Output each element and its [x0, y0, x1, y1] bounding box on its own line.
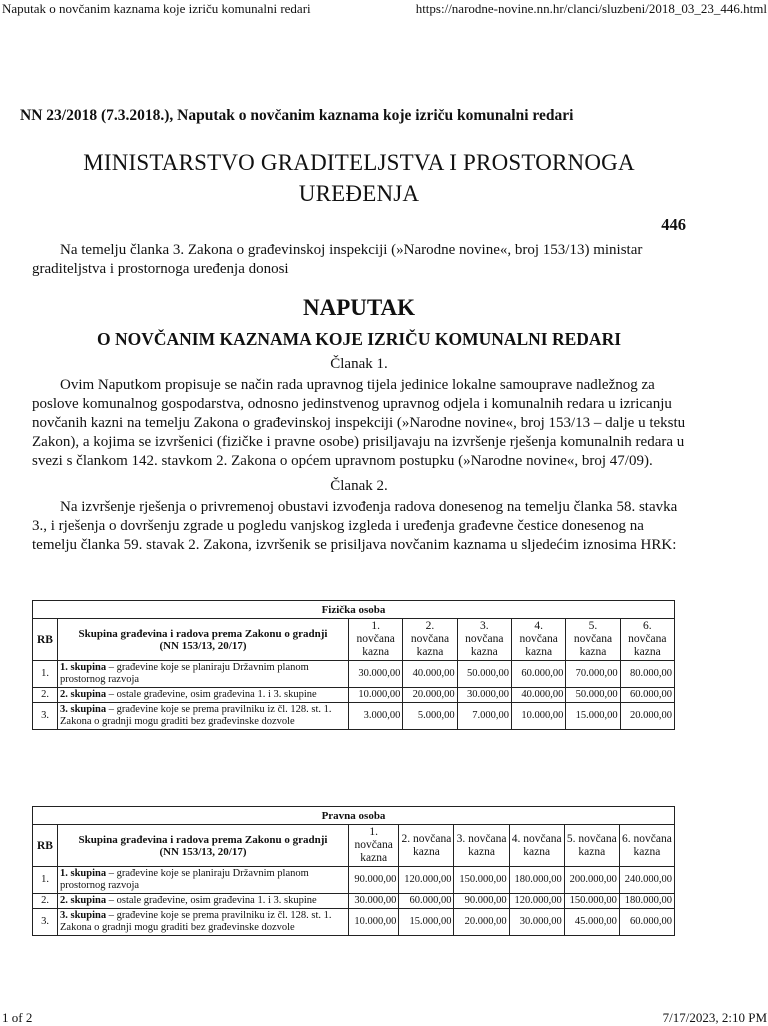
fine-amount: 120.000,00 [509, 894, 564, 909]
fine-amount: 60.000,00 [620, 688, 674, 703]
fine-amount: 30.000,00 [509, 909, 564, 936]
fine-amount: 80.000,00 [620, 661, 674, 688]
row-number: 2. [33, 688, 58, 703]
group-header-line2: (NN 153/13, 20/17) [159, 639, 247, 652]
fine-amount: 15.000,00 [399, 909, 454, 936]
group-header-line1: Skupina građevina i radova prema Zakonu o gradnji [78, 627, 328, 640]
fine-amount: 50.000,00 [457, 661, 511, 688]
group-name: 2. skupina [60, 689, 107, 700]
table-row [33, 894, 675, 909]
fine-amount: 180.000,00 [509, 867, 564, 894]
table-caption-row [33, 601, 675, 619]
fine-amount: 70.000,00 [566, 661, 620, 688]
rb-header: RB [33, 825, 58, 867]
fine-amount: 60.000,00 [619, 909, 674, 936]
fine-amount: 7.000,00 [457, 703, 511, 730]
fine-amount: 20.000,00 [620, 703, 674, 730]
fine-amount: 50.000,00 [566, 688, 620, 703]
group-detail: – ostale građevine, osim građevina 1. i 3. skupine [106, 895, 317, 906]
row-number: 1. [33, 867, 58, 894]
fine-amount: 10.000,00 [511, 703, 565, 730]
intro-paragraph: Na temelju članka 3. Zakona o građevinskoj inspekciji (»Narodne novine«, broj 153/13) ministar graditeljstva i prostornoga uređenja donosi [32, 242, 643, 277]
fine-amount: 10.000,00 [349, 909, 399, 936]
fine-amount: 150.000,00 [564, 894, 619, 909]
fines-table-natural-person [32, 600, 675, 730]
fine-amount: 20.000,00 [454, 909, 509, 936]
group-detail: – građevine koje se planiraju Državnim planom prostornog razvoja [60, 868, 309, 891]
fine-amount: 240.000,00 [619, 867, 674, 894]
fine-amount: 60.000,00 [511, 661, 565, 688]
table-row [33, 703, 675, 730]
fine-amount: 40.000,00 [511, 688, 565, 703]
group-detail: – građevine koje se prema pravilniku iz čl. 128. st. 1. Zakona o gradnji mogu graditi bez građevinske dozvole [60, 704, 332, 727]
fine-amount: 150.000,00 [454, 867, 509, 894]
group-name: 2. skupina [60, 895, 107, 906]
fine-column-header: 4. novčana kazna [511, 619, 565, 661]
table-row [33, 661, 675, 688]
article-1-text: Ovim Naputkom propisuje se način rada upravnog tijela jedinice lokalne samouprave nadležnog za poslove komunalnog gospodarstva, odnosno jedinstvenog upravnog odjela i komunalnih redara u izricanju novčanih kazni na temelju Zakona o građevinskoj inspekciji (»Narodne novine«, broj 153/13 – dalje u tekstu Zakon), a kojima se izvršenici (fizičke i pravne osobe) prisiljavaju na izvršenje rješenja komunalnih redara u svezi s člankom 142. stavkom 2. Zakona o općem upravnom postupku (»Narodne novine«, broj 47/09). [32, 377, 686, 469]
group-header-line2: (NN 153/13, 20/17) [159, 845, 247, 858]
fine-amount: 30.000,00 [349, 894, 399, 909]
table-caption-row [33, 807, 675, 825]
fine-amount: 20.000,00 [403, 688, 457, 703]
fine-amount: 3.000,00 [349, 703, 403, 730]
fine-amount: 180.000,00 [619, 894, 674, 909]
row-number: 3. [33, 909, 58, 936]
table-row [33, 688, 675, 703]
fine-column-header: 2. novčana kazna [403, 619, 457, 661]
group-detail: – građevine koje se prema pravilniku iz čl. 128. st. 1. Zakona o gradnji mogu graditi bez građevinske dozvole [60, 910, 332, 933]
fine-amount: 5.000,00 [403, 703, 457, 730]
group-header [58, 825, 349, 867]
page-indicator: 1 of 2 [2, 1010, 33, 1025]
article-2-heading: Članak 2. [330, 478, 388, 494]
fine-amount: 60.000,00 [399, 894, 454, 909]
group-description [58, 894, 349, 909]
row-number: 2. [33, 894, 58, 909]
fine-column-header: 1. novčana kazna [349, 825, 399, 867]
group-detail: – ostale građevine, osim građevina 1. i 3. skupine [106, 689, 317, 700]
group-description [58, 703, 349, 730]
fine-column-header: 5. novčana kazna [566, 619, 620, 661]
group-description [58, 688, 349, 703]
table-row [33, 909, 675, 936]
rb-header: RB [33, 619, 58, 661]
table-caption: Pravna osoba [33, 807, 675, 825]
table-row [33, 867, 675, 894]
ministry-heading: MINISTARSTVO GRADITELJSTVA I PROSTORNOGA UREĐENJA [83, 150, 635, 206]
fine-column-header: 2. novčana kazna [399, 825, 454, 867]
fine-amount: 10.000,00 [349, 688, 403, 703]
fine-column-header: 3. novčana kazna [454, 825, 509, 867]
fine-amount: 45.000,00 [564, 909, 619, 936]
article-2-text: Na izvršenje rješenja o privremenoj obustavi izvođenja radova donesenog na temelju članka 58. stavka 3., i rješenja o dovršenju zgrade u pogledu vanjskog izgleda i uređenja građevne čestice donesenog na temelju članka 59. stavak 2. Zakona, izvršenik se prisiljava novčanim kaznama u sljedećim iznosima HRK: [32, 499, 678, 553]
table-header-row [33, 619, 675, 661]
group-name: 1. skupina [60, 662, 107, 673]
fine-amount: 30.000,00 [457, 688, 511, 703]
group-header [58, 619, 349, 661]
fine-column-header: 6. novčana kazna [620, 619, 674, 661]
document-title: NAPUTAK [302, 295, 415, 320]
group-description [58, 909, 349, 936]
group-name: 3. skupina [60, 704, 107, 715]
document-body [20, 107, 686, 555]
group-detail: – građevine koje se planiraju Državnim planom prostornog razvoja [60, 662, 309, 685]
fine-amount: 40.000,00 [403, 661, 457, 688]
fine-column-header: 4. novčana kazna [509, 825, 564, 867]
document-subtitle: O NOVČANIM KAZNAMA KOJE IZRIČU KOMUNALNI REDARI [96, 329, 622, 349]
print-datetime: 7/17/2023, 2:10 PM [662, 1010, 767, 1025]
row-number: 1. [33, 661, 58, 688]
group-name: 3. skupina [60, 910, 107, 921]
article-1-heading: Članak 1. [330, 356, 388, 372]
fine-amount: 120.000,00 [399, 867, 454, 894]
gazette-reference: NN 23/2018 (7.3.2018.), Naputak o novčanim kaznama koje izriču komunalni redari [20, 107, 574, 124]
group-description [58, 867, 349, 894]
fine-amount: 15.000,00 [566, 703, 620, 730]
table-caption: Fizička osoba [33, 601, 675, 619]
fine-column-header: 6. novčana kazna [619, 825, 674, 867]
fine-amount: 90.000,00 [454, 894, 509, 909]
table-header-row [33, 825, 675, 867]
document-number: 446 [661, 215, 686, 234]
print-page-title: Naputak o novčanim kaznama koje izriču komunalni redari [2, 1, 311, 16]
fines-table-legal-person [32, 806, 675, 936]
group-header-line1: Skupina građevina i radova prema Zakonu o gradnji [78, 833, 328, 846]
fine-column-header: 5. novčana kazna [564, 825, 619, 867]
fine-amount: 200.000,00 [564, 867, 619, 894]
fine-amount: 30.000,00 [349, 661, 403, 688]
row-number: 3. [33, 703, 58, 730]
group-description [58, 661, 349, 688]
print-page-url: https://narodne-novine.nn.hr/clanci/sluzbeni/2018_03_23_446.html [415, 1, 767, 16]
fine-column-header: 1. novčana kazna [349, 619, 403, 661]
fine-column-header: 3. novčana kazna [457, 619, 511, 661]
fine-amount: 90.000,00 [349, 867, 399, 894]
group-name: 1. skupina [60, 868, 107, 879]
